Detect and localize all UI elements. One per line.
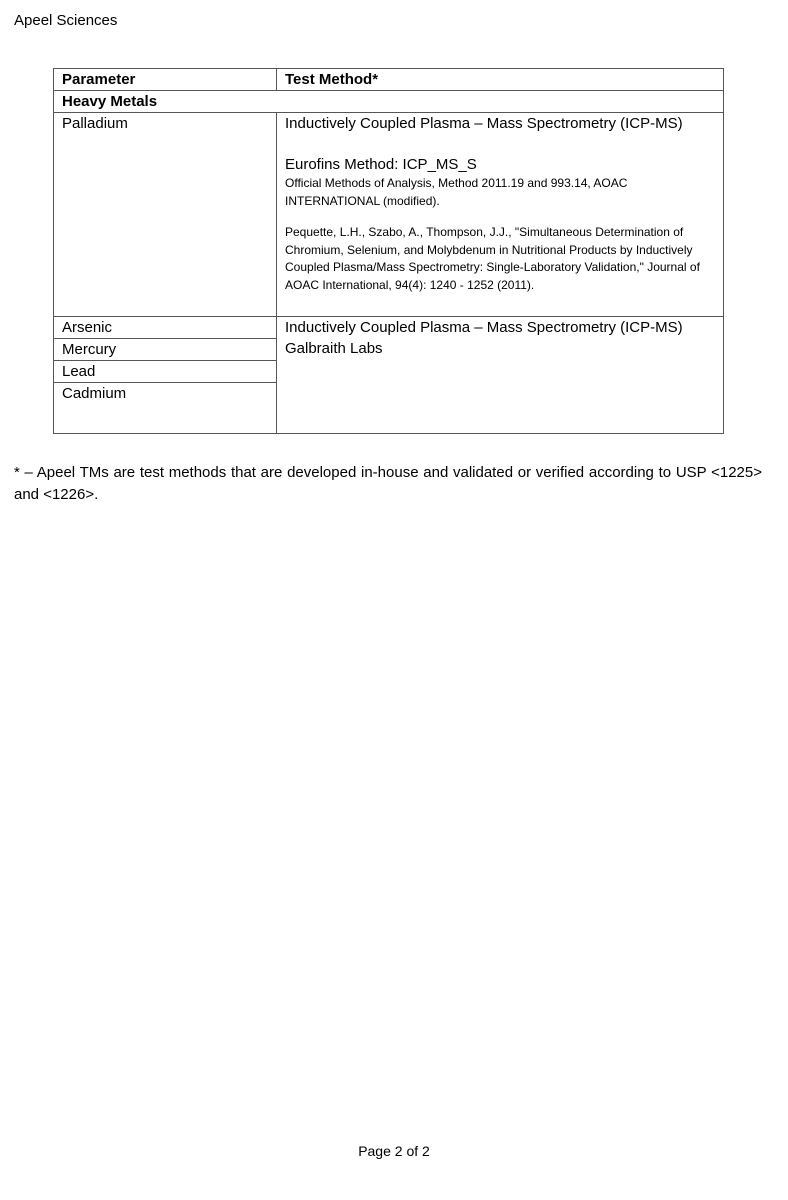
column-header-parameter: Parameter xyxy=(54,69,277,91)
eurofins-method-title: Eurofins Method: ICP_MS_S xyxy=(285,156,477,173)
group-label: Heavy Metals xyxy=(54,91,724,113)
parameter-palladium: Palladium xyxy=(54,113,277,317)
parameter-lead: Lead xyxy=(54,361,277,383)
reference-citation: Pequette, L.H., Szabo, A., Thompson, J.J., "Simultaneous Determination of Chromium, Selenium, and Molybdenum in Nutritional Products by Inductively Coupled Plasma/Mass Spectrometry: Single-Laboratory Validation," Journal of AOAC International, 94(4): 1240 - 1252 (2011). xyxy=(285,225,700,292)
parameter-mercury: Mercury xyxy=(54,339,277,361)
table-header-row xyxy=(54,69,724,91)
test-methods-table xyxy=(53,68,724,434)
parameter-arsenic: Arsenic xyxy=(54,317,277,339)
method-icp-ms-metals: Inductively Coupled Plasma – Mass Spectrometry (ICP-MS) xyxy=(285,319,683,336)
test-methods-table-container xyxy=(53,68,723,434)
table-row-arsenic xyxy=(54,317,724,339)
footnote: * – Apeel TMs are test methods that are developed in-house and validated or verified according to USP <1225> and <1226>. xyxy=(14,464,762,503)
lab-name: Galbraith Labs xyxy=(285,340,383,357)
company-header: Apeel Sciences xyxy=(14,12,118,29)
column-header-test-method: Test Method* xyxy=(277,69,724,91)
method-cell-metals xyxy=(277,317,724,434)
official-methods-text: Official Methods of Analysis, Method 2011.19 and 993.14, AOAC INTERNATIONAL (modified). xyxy=(285,176,628,208)
page-number: Page 2 of 2 xyxy=(358,1143,430,1159)
method-icp-ms: Inductively Coupled Plasma – Mass Spectrometry (ICP-MS) xyxy=(285,115,683,132)
group-row-heavy-metals xyxy=(54,91,724,113)
parameter-cadmium: Cadmium xyxy=(54,383,277,434)
method-cell-palladium xyxy=(277,113,724,317)
table-row-palladium xyxy=(54,113,724,317)
